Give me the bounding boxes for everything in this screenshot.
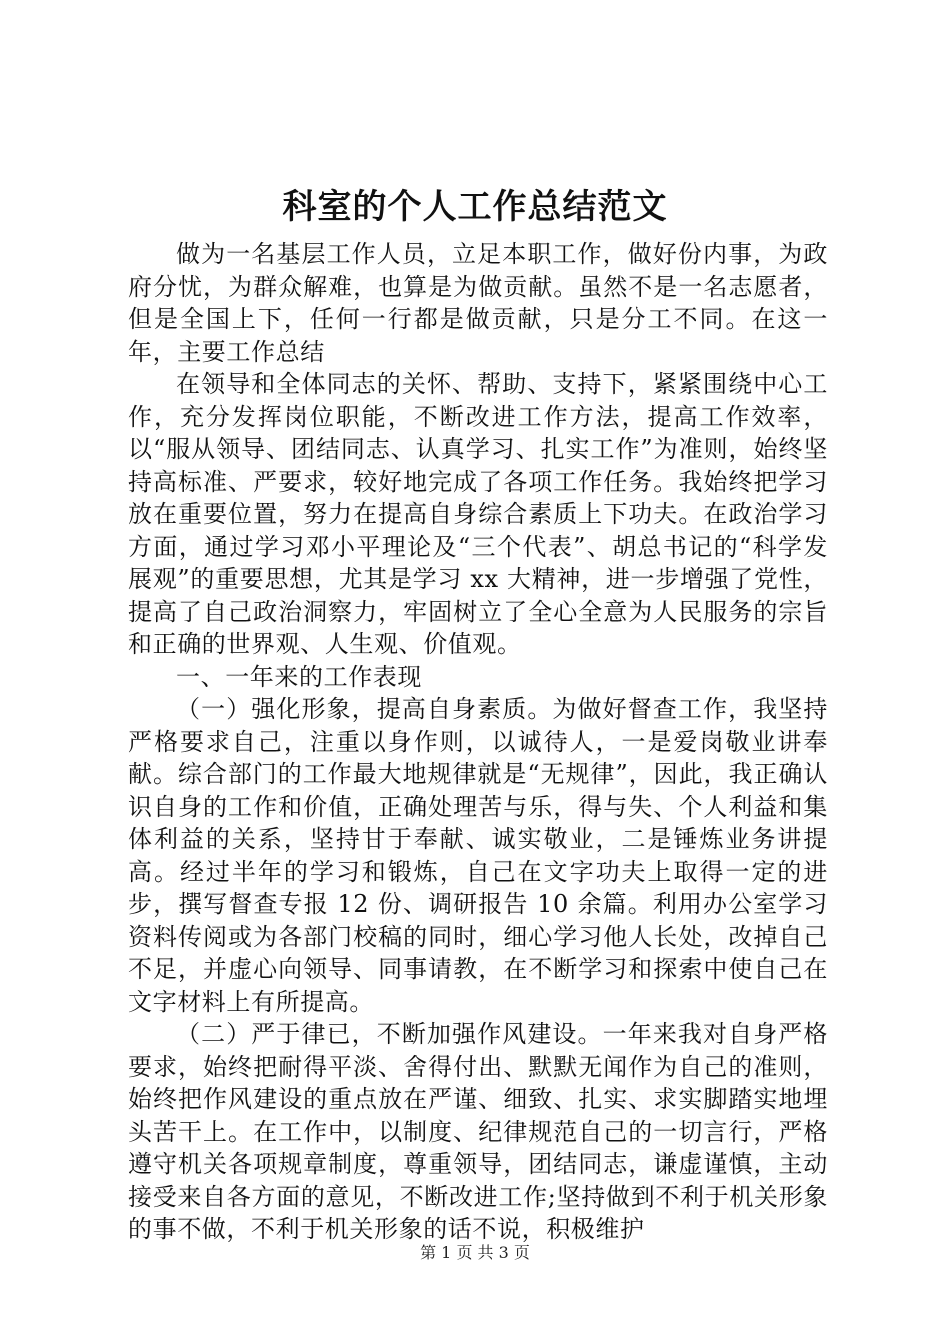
paragraph-subsection-2: （二）严于律已，不断加强作风建设。一年来我对自身严格要求，始终把耐得平淡、舍得付出、默默无闻作为自己的准则，始终把作风建设的重点放在严谨、细致、扎实、求实脚踏实地埋头苦干上。在工作中，以制度、纪律规范自己的一切言行，严格遵守机关各项规章制度，尊重领导，团结同志，谦虚谨慎，主动接受来自各方面的意见，不断改进工作;坚持做到不利于机关形象的事不做，不利于机关形象的话不说，积极维护 [128, 1020, 828, 1243]
paragraph-study: 在领导和全体同志的关怀、帮助、支持下，紧紧围绕中心工作，充分发挥岗位职能，不断改进工作方法，提高工作效率，以“服从领导、团结同志、认真学习、扎实工作”为准则，始终坚持高标准、严要求，较好地完成了各项工作任务。我始终把学习放在重要位置，努力在提高自身综合素质上下功夫。在政治学习方面，通过学习邓小平理论及“三个代表”、胡总书记的“科学发展观”的重要思想，尤其是学习 xx 大精神，进一步增强了党性，提高了自己政治洞察力，牢固树立了全心全意为人民服务的宗旨和正确的世界观、人生观、价值观。 [128, 370, 828, 658]
document-body [128, 238, 828, 1246]
paragraph-intro: 做为一名基层工作人员，立足本职工作，做好份内事，为政府分忧，为群众解难，也算是为做贡献。虽然不是一名志愿者，但是全国上下，任何一行都是做贡献，只是分工不同。在这一年，主要工作总结 [128, 240, 828, 366]
paragraph-subsection-1: （一）强化形象，提高自身素质。为做好督查工作，我坚持严格要求自己，注重以身作则，以诚待人，一是爱岗敬业讲奉献。综合部门的工作最大地规律就是“无规律”，因此，我正确认识自身的工作和价值，正确处理苦与乐，得与失、个人利益和集体利益的关系，坚持甘于奉献、诚实敬业，二是锤炼业务讲提高。经过半年的学习和锻炼，自己在文字功夫上取得一定的进步，撰写督查专报 12 份、调研报告 10 余篇。利用办公室学习资料传阅或为各部门校稿的同时，细心学习他人长处，改掉自己不足，并虚心向领导、同事请教，在不断学习和探索中使自己在文字材料上有所提高。 [128, 695, 828, 1016]
document-title: 科室的个人工作总结范文 [282, 187, 668, 227]
section-heading-1: 一、一年来的工作表现 [176, 662, 422, 691]
page-footer: 第 1 页 共 3 页 [420, 1243, 530, 1262]
